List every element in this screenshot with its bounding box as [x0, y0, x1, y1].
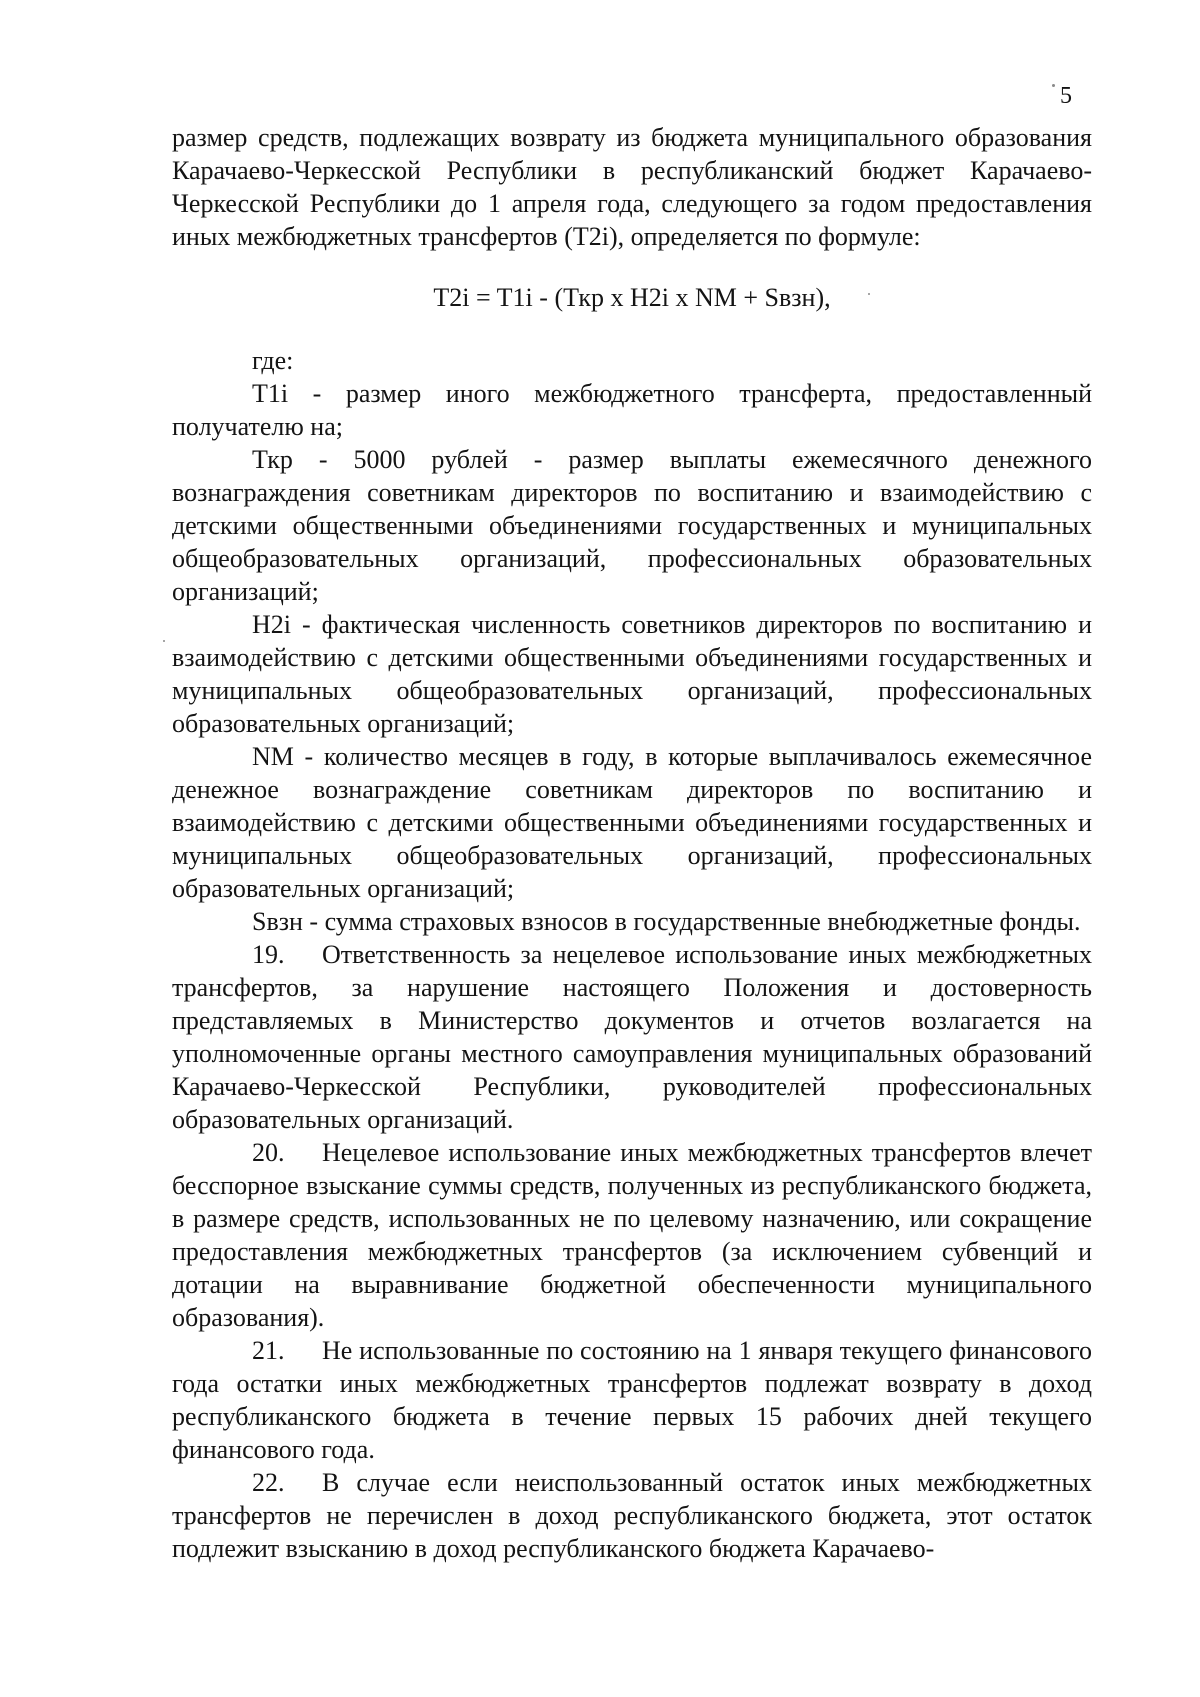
- definition-nm: NM - количество месяцев в году, в которые выплачивалось ежемесячное денежное вознаграждение советникам директоров по воспитанию и взаимодействию с детскими общественными объединениями государственных и муниципальных общеобразовательных организаций, профессиональных образовательных организаций;: [172, 742, 1092, 903]
- where-label: где:: [252, 346, 294, 375]
- formula: T2i = T1i - (Ткр х H2i х NM + Sвзн),: [433, 283, 831, 312]
- scan-speck: [1052, 84, 1055, 87]
- page-number: 5: [1060, 83, 1072, 109]
- paragraph-19: [172, 938, 1092, 1136]
- scan-speck: [868, 293, 870, 295]
- paragraph-number: 19.: [252, 940, 285, 969]
- paragraph-number: 22.: [252, 1468, 285, 1497]
- paragraph-21: [172, 1334, 1092, 1466]
- paragraph-text: В случае если неиспользованный остаток иных межбюджетных трансфертов не перечислен в доход республиканского бюджета, этот остаток подлежит взысканию в доход республиканского бюджета Карачаево-: [172, 1468, 1092, 1563]
- document-body: [172, 121, 1092, 1565]
- paragraph-text: Нецелевое использование иных межбюджетных трансфертов влечет бесспорное взыскание суммы средств, полученных из республиканского бюджета, в размере средств, использованных не по целевому назначению, или сокращение предоставления межбюджетных трансфертов (за исключением субвенций и дотации на выравнивание бюджетной обеспеченности муниципального образования).: [172, 1138, 1092, 1332]
- paragraph-number: 20.: [252, 1138, 285, 1167]
- intro-paragraph: размер средств, подлежащих возврату из бюджета муниципального образования Карачаево-Черкесской Республики в республиканский бюджет Карачаево-Черкесской Республики до 1 апреля года, следующего за годом предоставления иных межбюджетных трансфертов (T2i), определяется по формуле:: [172, 123, 1092, 251]
- definition-t1i: T1i - размер иного межбюджетного трансферта, предоставленный получателю на;: [172, 379, 1092, 441]
- scan-speck: [163, 640, 165, 642]
- paragraph-text: Ответственность за нецелевое использование иных межбюджетных трансфертов, за нарушение настоящего Положения и достоверность представляемых в Министерство документов и отчетов возлагается на уполномоченные органы местного самоуправления муниципальных образований Карачаево-Черкесской Республики, руководителей профессиональных образовательных организаций.: [172, 940, 1092, 1134]
- definition-h2i: H2i - фактическая численность советников директоров по воспитанию и взаимодействию с детскими общественными объединениями государственных и муниципальных общеобразовательных организаций, профессиональных образовательных организаций;: [172, 610, 1092, 738]
- paragraph-20: [172, 1136, 1092, 1334]
- paragraph-22: [172, 1466, 1092, 1565]
- definition-tkr: Ткр - 5000 рублей - размер выплаты ежемесячного денежного вознаграждения советникам директоров по воспитанию и взаимодействию с детскими общественными объединениями государственных и муниципальных общеобразовательных организаций, профессиональных образовательных организаций;: [172, 445, 1092, 606]
- paragraph-number: 21.: [252, 1336, 285, 1365]
- definition-svzn: Sвзн - сумма страховых взносов в государственные внебюджетные фонды.: [252, 907, 1081, 936]
- paragraph-text: Не использованные по состоянию на 1 января текущего финансового года остатки иных межбюджетных трансфертов подлежат возврату в доход республиканского бюджета в течение первых 15 рабочих дней текущего финансового года.: [172, 1336, 1092, 1464]
